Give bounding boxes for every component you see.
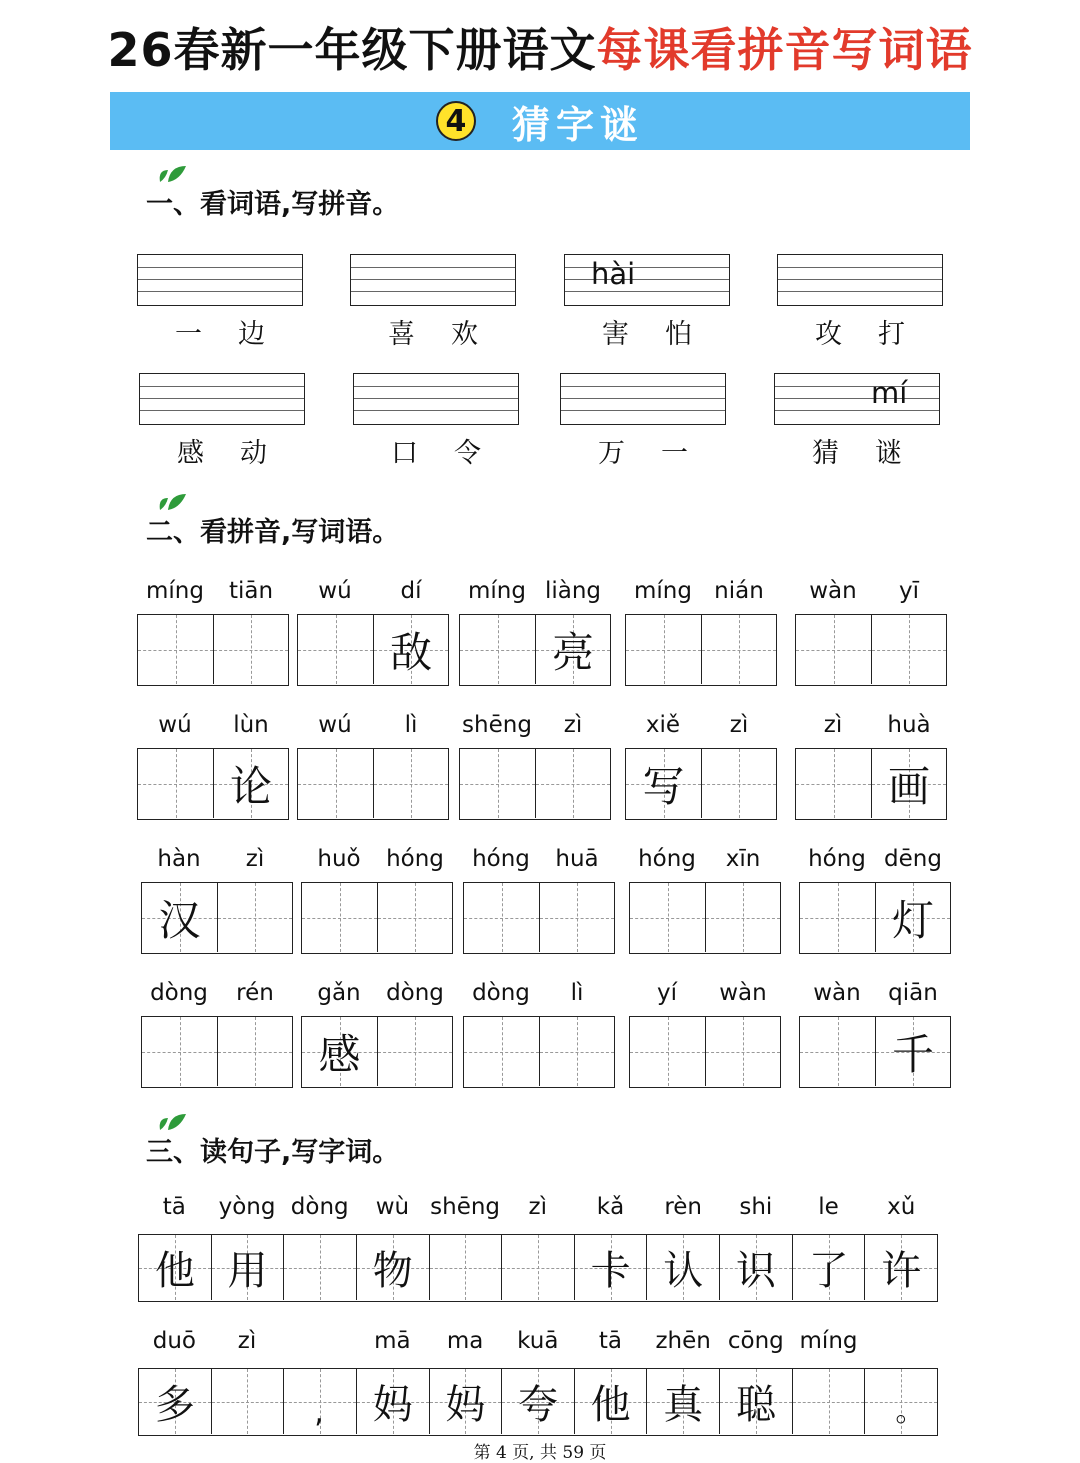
word-grid-item <box>799 980 951 1088</box>
given-character: 汉 <box>158 895 201 945</box>
given-character: 论 <box>229 761 272 811</box>
word-grid-item <box>629 980 781 1088</box>
writing-cell[interactable] <box>864 1369 937 1434</box>
writing-cell[interactable] <box>217 1017 292 1086</box>
tianzige-grid <box>629 1016 781 1088</box>
pinyin-label: hóng <box>472 846 530 872</box>
pinyin-label: shi <box>739 1194 773 1220</box>
given-character: 千 <box>891 1029 934 1079</box>
pinyin-label: tā <box>598 1328 623 1354</box>
writing-cell[interactable] <box>864 1235 937 1300</box>
given-character: 亮 <box>551 627 594 677</box>
writing-cell[interactable] <box>142 1017 217 1086</box>
pinyin-label: lùn <box>233 712 269 738</box>
writing-cell[interactable] <box>138 749 213 818</box>
punctuation-mark: , <box>314 1395 324 1430</box>
given-character: 灯 <box>891 895 934 945</box>
writing-cell[interactable] <box>792 1369 865 1434</box>
writing-cell[interactable] <box>574 1369 647 1434</box>
tianzige-grid <box>301 882 453 954</box>
pinyin-label <box>865 1328 938 1368</box>
pinyin-label: hóng <box>808 846 866 872</box>
pinyin-label: rèn <box>664 1194 702 1220</box>
given-character: 他 <box>590 1382 631 1428</box>
pinyin-label: wàn <box>813 980 861 1006</box>
given-character: 物 <box>372 1248 413 1294</box>
word-label: 猜谜 <box>812 438 938 469</box>
given-character: 画 <box>887 761 930 811</box>
pinyin-word-item <box>139 373 305 470</box>
writing-cell[interactable] <box>138 615 213 684</box>
pinyin-label: zì <box>245 846 265 872</box>
writing-cell[interactable] <box>646 1369 719 1434</box>
word-grid-item <box>459 712 611 820</box>
section-3-heading: 三、读句子,写字词。 <box>146 1137 400 1168</box>
pinyin-writing-lines[interactable] <box>350 254 516 306</box>
writing-cell[interactable] <box>302 883 377 952</box>
pinyin-label: zì <box>528 1194 548 1220</box>
tianzige-grid <box>301 1016 453 1088</box>
word-grid-item <box>625 712 777 820</box>
given-character: 认 <box>663 1248 704 1294</box>
title-black: 26春新一年级下册语文 <box>107 23 597 77</box>
pinyin-label: wú <box>318 578 352 604</box>
writing-cell[interactable] <box>377 1017 452 1086</box>
pinyin-label: rén <box>236 980 274 1006</box>
pinyin-word-item <box>777 254 943 351</box>
pinyin-label: huà <box>887 712 931 738</box>
pinyin-label: xǔ <box>887 1194 916 1220</box>
given-character: 多 <box>154 1382 195 1428</box>
pinyin-word-item <box>560 373 726 470</box>
sentence-grid <box>138 1234 938 1302</box>
word-grid-item <box>795 712 947 820</box>
pinyin-writing-lines[interactable] <box>139 373 305 425</box>
writing-cell[interactable] <box>792 1235 865 1300</box>
writing-cell[interactable] <box>377 883 452 952</box>
pinyin-label: tā <box>162 1194 186 1220</box>
sentence-row <box>138 1194 938 1302</box>
writing-cell[interactable] <box>429 1235 502 1300</box>
pinyin-writing-lines[interactable] <box>137 254 303 306</box>
title-red: 每课看拼音写词语 <box>596 23 973 77</box>
writing-cell[interactable] <box>719 1369 792 1434</box>
writing-cell[interactable] <box>501 1369 574 1434</box>
word-grid-item <box>629 846 781 954</box>
given-character: 了 <box>808 1248 849 1294</box>
pinyin-word-item <box>564 254 730 351</box>
writing-cell[interactable] <box>373 749 448 818</box>
tianzige-grid <box>137 614 289 686</box>
sentence-row <box>138 1328 938 1436</box>
pinyin-label: huā <box>555 846 599 872</box>
page-title <box>0 14 1080 80</box>
word-label: 一边 <box>175 319 301 350</box>
pinyin-label: zì <box>563 712 583 738</box>
writing-cell[interactable] <box>630 883 705 952</box>
writing-cell[interactable] <box>298 615 373 684</box>
tianzige-grid <box>463 1016 615 1088</box>
pinyin-label: hàn <box>157 846 201 872</box>
pinyin-label: cōng <box>727 1328 784 1354</box>
pinyin-label: yòng <box>218 1194 276 1220</box>
pinyin-label: ma <box>446 1328 484 1354</box>
writing-cell[interactable] <box>535 749 610 818</box>
tianzige-grid <box>799 882 951 954</box>
pinyin-label: huǒ <box>317 846 361 872</box>
word-grid-item <box>137 578 289 686</box>
writing-cell[interactable] <box>796 615 871 684</box>
pinyin-label: zì <box>729 712 749 738</box>
writing-cell[interactable] <box>211 1235 284 1300</box>
writing-cell[interactable] <box>283 1235 356 1300</box>
given-character: 夸 <box>518 1382 559 1428</box>
tianzige-grid <box>459 614 611 686</box>
word-grid-item <box>297 712 449 820</box>
given-character: 卡 <box>590 1248 631 1294</box>
pinyin-label: lì <box>404 712 418 738</box>
writing-cell[interactable] <box>701 749 776 818</box>
pinyin-label: le <box>818 1194 839 1220</box>
writing-cell[interactable] <box>213 615 288 684</box>
pinyin-label: duō <box>152 1328 196 1354</box>
pinyin-label: tiān <box>228 578 274 604</box>
pinyin-label: míng <box>799 1328 858 1354</box>
writing-cell[interactable] <box>871 615 946 684</box>
pinyin-label: hóng <box>386 846 444 872</box>
pinyin-label: mā <box>374 1328 411 1354</box>
tianzige-grid <box>463 882 615 954</box>
pinyin-word-item <box>353 373 519 470</box>
word-label: 口令 <box>391 438 517 469</box>
given-character: 写 <box>642 761 685 811</box>
pinyin-label: shēng <box>462 712 532 738</box>
writing-cell[interactable] <box>535 615 610 684</box>
pinyin-word-item <box>774 373 940 470</box>
writing-cell[interactable] <box>356 1235 429 1300</box>
writing-cell[interactable] <box>800 1017 875 1086</box>
word-grid-item <box>459 578 611 686</box>
writing-cell[interactable] <box>142 883 217 952</box>
given-character: 妈 <box>372 1382 413 1428</box>
tianzige-grid <box>297 748 449 820</box>
writing-cell[interactable] <box>429 1369 502 1434</box>
pinyin-label: dòng <box>472 980 530 1006</box>
page-footer: 第 4 页, 共 59 页 <box>473 1443 607 1463</box>
section-1-heading: 一、看词语,写拼音。 <box>146 189 400 220</box>
pinyin-writing-lines[interactable] <box>353 373 519 425</box>
given-character: 感 <box>318 1029 361 1079</box>
word-grid-item <box>799 846 951 954</box>
pinyin-label: kǎ <box>596 1194 625 1220</box>
writing-cell[interactable] <box>646 1235 719 1300</box>
given-character: 许 <box>881 1248 922 1294</box>
word-grid-item <box>463 846 615 954</box>
pinyin-label: hóng <box>638 846 696 872</box>
pinyin-label: yí <box>656 980 677 1006</box>
pinyin-label: zì <box>823 712 843 738</box>
writing-cell[interactable] <box>705 883 780 952</box>
pinyin-label: míng <box>468 578 526 604</box>
word-label: 攻打 <box>815 319 941 350</box>
pinyin-label: nián <box>714 578 764 604</box>
pinyin-label: liàng <box>544 578 602 604</box>
writing-cell[interactable] <box>539 1017 614 1086</box>
writing-cell[interactable] <box>719 1235 792 1300</box>
writing-cell[interactable] <box>460 749 535 818</box>
writing-cell[interactable] <box>626 749 701 818</box>
writing-cell[interactable] <box>796 749 871 818</box>
tianzige-grid <box>799 1016 951 1088</box>
leaf-icon <box>156 1112 190 1132</box>
tianzige-grid <box>795 748 947 820</box>
given-character: 聪 <box>735 1382 776 1428</box>
tianzige-grid <box>629 882 781 954</box>
pinyin-label: yī <box>898 578 919 604</box>
word-label: 万一 <box>598 438 724 469</box>
word-grid-item <box>301 846 453 954</box>
tianzige-grid <box>625 748 777 820</box>
pinyin-label: dòng <box>386 980 444 1006</box>
pinyin-label: wàn <box>719 980 767 1006</box>
word-label: 喜欢 <box>388 319 514 350</box>
pinyin-label: míng <box>146 578 204 604</box>
tianzige-grid <box>297 614 449 686</box>
pinyin-label: míng <box>634 578 692 604</box>
pinyin-label: xīn <box>725 846 761 872</box>
word-grid-item <box>463 980 615 1088</box>
pinyin-answer: hài <box>591 257 636 291</box>
lesson-number-badge: 4 <box>436 101 476 141</box>
pinyin-word-item <box>350 254 516 351</box>
pinyin-writing-lines[interactable] <box>774 373 940 425</box>
word-grid-item <box>795 578 947 686</box>
leaf-icon <box>156 164 190 184</box>
lesson-banner <box>110 92 970 150</box>
writing-cell[interactable] <box>213 749 288 818</box>
pinyin-label: wú <box>158 712 192 738</box>
writing-cell[interactable] <box>217 883 292 952</box>
pinyin-label: gǎn <box>317 980 361 1006</box>
writing-cell[interactable] <box>501 1235 574 1300</box>
pinyin-label: wú <box>318 712 352 738</box>
writing-cell[interactable] <box>701 615 776 684</box>
pinyin-label: wù <box>375 1194 410 1220</box>
pinyin-label: shēng <box>430 1194 501 1220</box>
writing-cell[interactable] <box>211 1369 284 1434</box>
pinyin-writing-lines[interactable] <box>777 254 943 306</box>
writing-cell[interactable] <box>875 1017 950 1086</box>
pinyin-writing-lines[interactable] <box>560 373 726 425</box>
writing-cell[interactable] <box>871 749 946 818</box>
word-label: 感动 <box>177 438 303 469</box>
tianzige-grid <box>141 882 293 954</box>
pinyin-label: lì <box>570 980 584 1006</box>
pinyin-label: qiān <box>888 980 938 1006</box>
writing-cell[interactable] <box>875 883 950 952</box>
pinyin-label: kuā <box>517 1328 559 1354</box>
writing-cell[interactable] <box>464 883 539 952</box>
given-character: 他 <box>154 1248 195 1294</box>
sentence-grid <box>138 1368 938 1436</box>
given-character: 妈 <box>445 1382 486 1428</box>
word-grid-item <box>297 578 449 686</box>
pinyin-label: dí <box>400 578 422 604</box>
writing-cell[interactable] <box>574 1235 647 1300</box>
pinyin-label: dēng <box>884 846 942 872</box>
writing-cell[interactable] <box>460 615 535 684</box>
pinyin-label: zhēn <box>655 1328 711 1354</box>
tianzige-grid <box>459 748 611 820</box>
pinyin-label <box>283 1328 356 1368</box>
tianzige-grid <box>137 748 289 820</box>
writing-cell[interactable] <box>139 1369 211 1434</box>
section-2-heading: 二、看拼音,写词语。 <box>146 517 400 548</box>
given-character: 用 <box>227 1248 268 1294</box>
writing-cell[interactable] <box>800 883 875 952</box>
word-label: 害怕 <box>602 319 728 350</box>
punctuation-mark: 。 <box>895 1394 926 1429</box>
writing-cell[interactable] <box>539 883 614 952</box>
given-character: 敌 <box>389 627 432 677</box>
word-grid-item <box>301 980 453 1088</box>
writing-cell[interactable] <box>283 1369 356 1434</box>
tianzige-grid <box>141 1016 293 1088</box>
writing-cell[interactable] <box>464 1017 539 1086</box>
tianzige-grid <box>625 614 777 686</box>
pinyin-label: xiě <box>645 712 681 738</box>
given-character: 识 <box>735 1248 776 1294</box>
writing-cell[interactable] <box>356 1369 429 1434</box>
pinyin-writing-lines[interactable] <box>564 254 730 306</box>
pinyin-label: wàn <box>809 578 857 604</box>
word-grid-item <box>141 846 293 954</box>
pinyin-label: zì <box>237 1328 257 1354</box>
pinyin-label: dòng <box>290 1194 349 1220</box>
writing-cell[interactable] <box>630 1017 705 1086</box>
given-character: 真 <box>663 1382 704 1428</box>
word-grid-item <box>625 578 777 686</box>
writing-cell[interactable] <box>298 749 373 818</box>
pinyin-label: dòng <box>150 980 208 1006</box>
writing-cell[interactable] <box>705 1017 780 1086</box>
word-grid-item <box>137 712 289 820</box>
writing-cell[interactable] <box>302 1017 377 1086</box>
word-grid-item <box>141 980 293 1088</box>
writing-cell[interactable] <box>139 1235 211 1300</box>
tianzige-grid <box>795 614 947 686</box>
writing-cell[interactable] <box>373 615 448 684</box>
pinyin-word-item <box>137 254 303 351</box>
pinyin-answer: mí <box>871 376 908 410</box>
lesson-title: 猜字谜 <box>511 102 644 147</box>
leaf-icon <box>156 492 190 512</box>
writing-cell[interactable] <box>626 615 701 684</box>
